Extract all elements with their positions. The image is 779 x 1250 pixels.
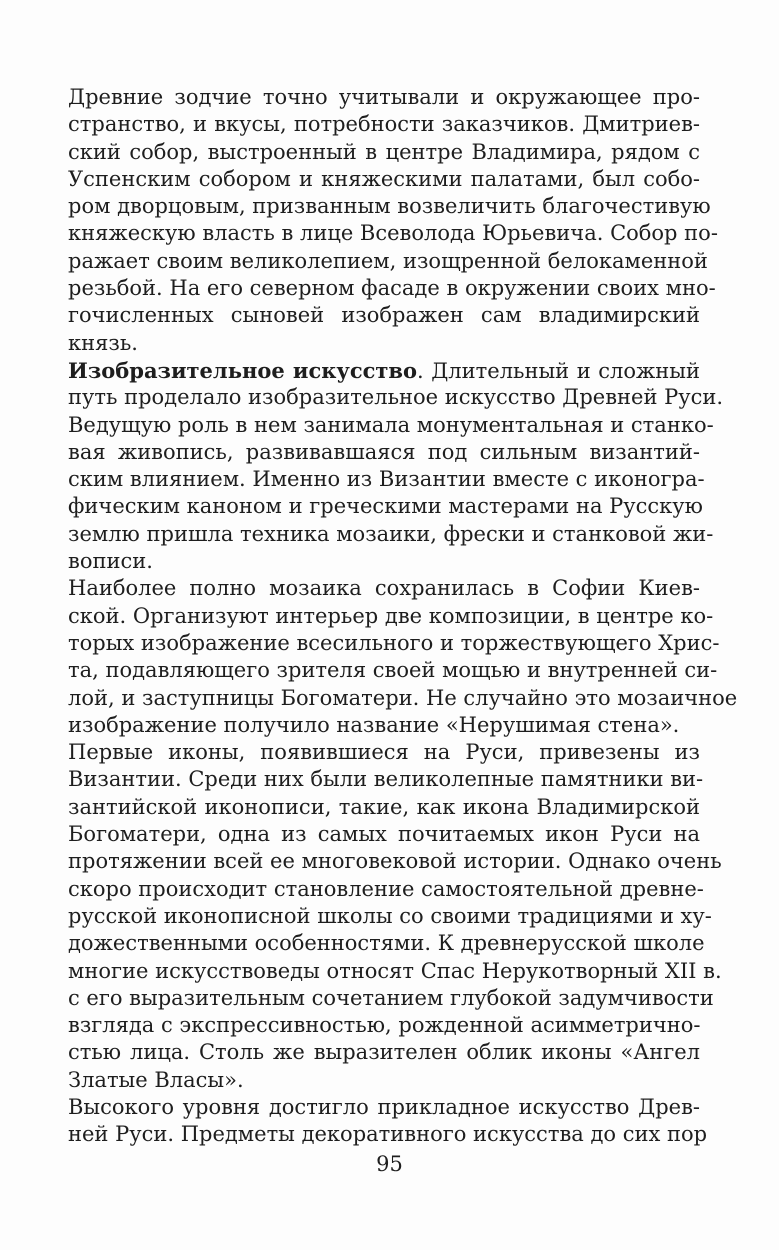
text-line: Наиболее полно мозаика сохранилась в Софии Киев- [68,576,700,601]
text-line: скоро происходит становление самостоятельной древне- [68,876,704,901]
paragraph-fine-arts [68,357,724,575]
text-line: та, подавляющего зрителя своей мощью и внутренней си- [68,658,718,683]
text-line: Первые иконы, появившиеся на Руси, привезены из [68,740,700,765]
text-line: с его выразительным сочетанием глубокой задумчивости [68,985,714,1010]
text-line: ской. Организуют интерьер две композиции, в центре ко- [68,603,714,628]
text-line: Златые Власы». [68,1067,244,1092]
text-line: фическим каноном и греческими мастерами на Русскую [68,494,703,519]
text-line: протяжении всей ее многовековой истории. Однако очень [68,849,722,874]
lead-text: . Длительный и сложный [417,358,701,383]
text-line: князь. [68,330,138,355]
text-line: вая живопись, развивавшаяся под сильным византий- [68,439,700,464]
text-line: резьбой. На его северном фасаде в окружении своих мно- [68,276,716,301]
text-line: зантийской иконописи, такие, как икона Владимирской [68,794,700,819]
text-line: странство, и вкусы, потребности заказчиков. Дмитриев- [68,112,700,137]
section-heading: Изобразительное искусство [68,357,418,383]
paragraph-icons [68,739,722,1094]
paragraph-mosaic [68,575,738,739]
text-line: ражает своим великолепием, изощренной белокаменной [68,248,708,273]
text-line: Ведущую роль в нем занимала монументальная и станко- [68,412,714,437]
text-line: Византии. Среди них были великолепные памятники ви- [68,767,704,792]
text-line: русской иконописной школы со своими традициями и ху- [68,903,712,928]
text-line: изображение получило название «Нерушимая стена». [68,712,680,737]
text-line: ром дворцовым, призванным возвеличить благочестивую [68,194,711,219]
text-line: лой, и заступницы Богоматери. Не случайно это мозаичное [68,685,738,710]
text-line: ней Руси. Предметы декоративного искусства до сих пор [68,1122,708,1147]
paragraph-dmitrievsky-cathedral [68,84,718,357]
text-line: княжескую власть в лице Всеволода Юрьевича. Собор по- [68,221,718,246]
text-line: Высокого уровня достигло прикладное искусство Древ- [68,1094,700,1119]
text-line: Древние зодчие точно учитывали и окружающее про- [68,85,700,109]
text-line: ский собор, выстроенный в центре Владимира, рядом с [68,139,700,164]
text-line: гочисленных сыновей изображен сам владимирский [68,303,700,328]
body-text [68,84,738,1149]
text-line: вописи. [68,549,153,574]
text-line [68,357,700,384]
text-line: многие искусствоведы относят Спас Нерукотворный XII в. [68,958,722,983]
text-line: дожественными особенностями. К древнерусской школе [68,931,705,956]
page-number: 95 [376,1152,403,1176]
text-line: стью лица. Столь же выразителен облик иконы «Ангел [68,1040,700,1065]
text-line: землю пришла техника мозаики, фрески и станковой жи- [68,521,714,546]
text-line: торых изображение всесильного и торжествующего Хрис- [68,630,720,655]
text-line: Богоматери, одна из самых почитаемых икон Руси на [68,822,700,847]
text-line: ским влиянием. Именно из Византии вместе с иконогра- [68,467,705,492]
text-line: Успенским собором и княжескими палатами, был собо- [68,166,700,191]
paragraph-applied-arts [68,1094,708,1149]
text-line: путь проделало изобразительное искусство Древней Руси. [68,385,724,410]
text-line: взгляда с экспрессивностью, рожденной асимметрично- [68,1013,701,1038]
